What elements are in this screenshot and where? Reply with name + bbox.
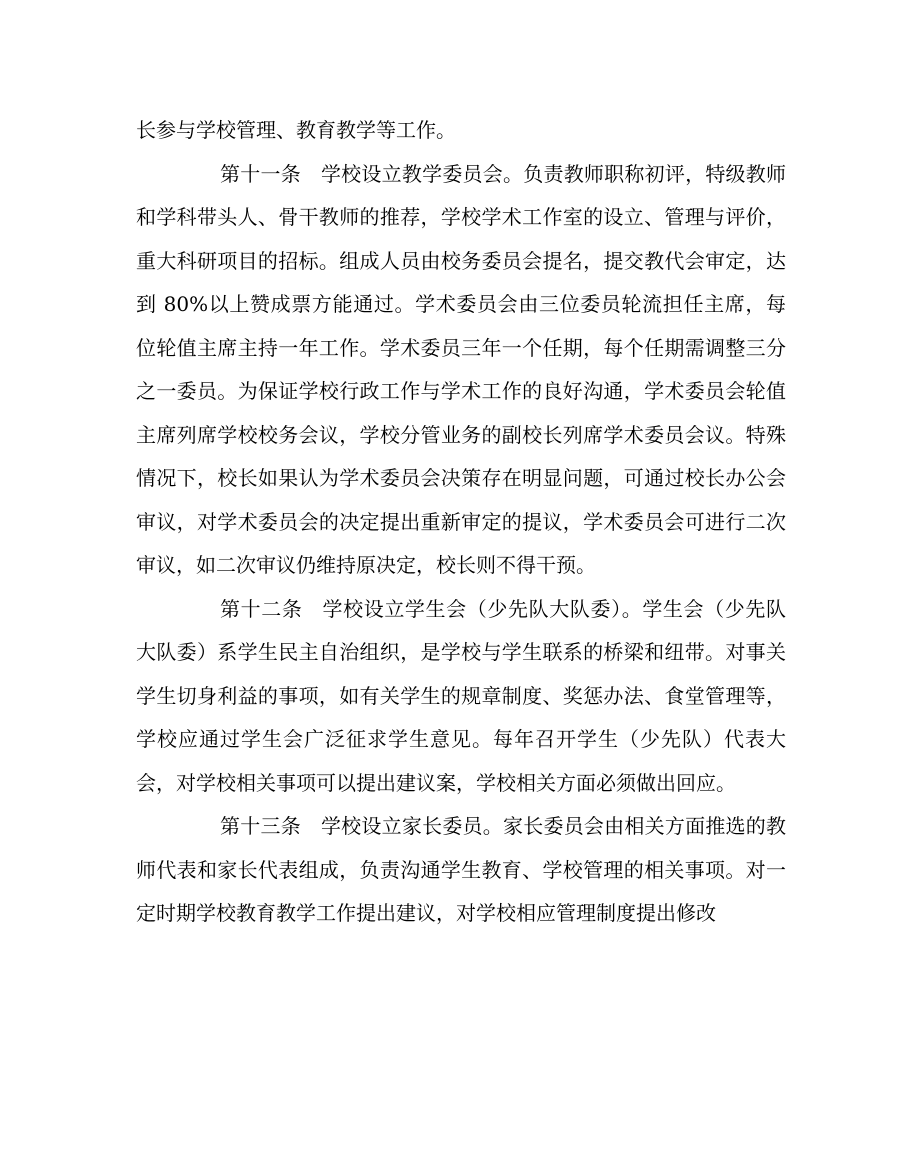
- paragraph-article-13: [136, 805, 786, 936]
- article-number: 第十三条: [220, 814, 301, 838]
- document-body: [136, 109, 786, 936]
- article-number: 第十一条: [220, 161, 301, 186]
- paragraph-article-11: [136, 153, 786, 588]
- paragraph-article-12: [136, 588, 786, 806]
- paragraph-continuation: [136, 109, 786, 153]
- paragraph-text: 学校设立教学委员会。负责教师职称初评，特级教师和学科带头人、骨干教师的推荐，学校学术工作室的设立、管理与评价，重大科研项目的招标。组成人员由校务委员会提名，提交教代会审定，达到 80%以上赞成票方能通过。学术委员会由三位委员轮流担任主席，每位轮值主席主持一年工作。学术委员三年一个任期，每个任期需调整三分之一委员。为保证学校行政工作与学术工作的良好沟通，学术委员会轮值主席列席学校校务会议，学校分管业务的副校长列席学术委员会议。特殊情况下，校长如果认为学术委员会决策存在明显问题，可通过校长办公会审议，对学术委员会的决定提出重新审定的提议，学术委员会可进行二次审议，如二次审议仍维持原决定，校长则不得干预。: [136, 161, 787, 577]
- paragraph-text: 学校设立家长委员。家长委员会由相关方面推选的教师代表和家长代表组成，负责沟通学生教育、学校管理的相关事项。对一定时期学校教育教学工作提出建议，对学校相应管理制度提出修改: [136, 814, 787, 925]
- paragraph-text: 长参与学校管理、教育教学等工作。: [136, 118, 456, 142]
- article-number: 第十二条: [220, 596, 303, 621]
- paragraph-text: 学校设立学生会（少先队大队委）。学生会（少先队大队委）系学生民主自治组织，是学校与学生联系的桥梁和纽带。对事关学生切身利益的事项，如有关学生的规章制度、奖惩办法、食堂管理等，学校应通过学生会广泛征求学生意见。每年召开学生（少先队）代表大会，对学校相关事项可以提出建议案，学校相关方面必须做出回应。: [136, 596, 787, 795]
